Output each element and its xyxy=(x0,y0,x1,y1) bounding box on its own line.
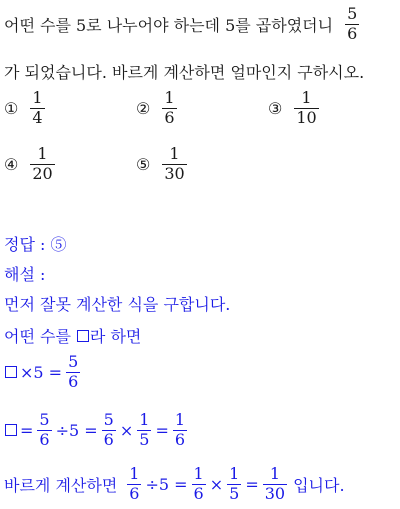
unknown-box xyxy=(5,424,17,436)
option-4[interactable]: ④ $\frac{1}{20}$ xyxy=(4,144,53,183)
equation-1: ×5 = $\frac{5}{6}$ xyxy=(4,354,82,391)
final-answer-line: 바르게 계산하면 $\frac{1}{6}$ ÷5 = $\frac{1}{6}$ × $\frac{1}{5}$ = $\frac{1}{30}$ 입니다. xyxy=(4,464,345,503)
problem-text-2: 가 되었습니다. 바르게 계산하면 얼마인지 구하시오. xyxy=(4,63,365,82)
option-2[interactable]: ② $\frac{1}{6}$ xyxy=(136,88,175,127)
answer-label: 정답 : ⑤ xyxy=(4,235,67,254)
solution-step-2: 어떤 수를 라 하면 xyxy=(4,327,142,346)
problem-line-1 xyxy=(4,6,361,43)
problem-fraction: $\frac{5}{6}$ xyxy=(347,4,358,43)
explanation-label: 해설 : xyxy=(4,265,46,284)
option-5[interactable]: ⑤ $\frac{1}{30}$ xyxy=(136,144,185,183)
option-1[interactable]: ① $\frac{1}{4}$ xyxy=(4,88,43,127)
unknown-box xyxy=(5,366,17,378)
problem-text-1: 어떤 수를 5로 나누어야 하는데 5를 곱하였더니 xyxy=(4,15,334,35)
option-3[interactable]: ③ $\frac{1}{10}$ xyxy=(268,88,317,127)
equation-2: = $\frac{5}{6}$ ÷5 = $\frac{5}{6}$ × $\frac{1}{5}$ = $\frac{1}{6}$ xyxy=(4,412,189,449)
solution-step-1: 먼저 잘못 계산한 식을 구합니다. xyxy=(4,295,231,314)
unknown-box xyxy=(77,330,89,342)
problem-line-2 xyxy=(4,60,364,83)
